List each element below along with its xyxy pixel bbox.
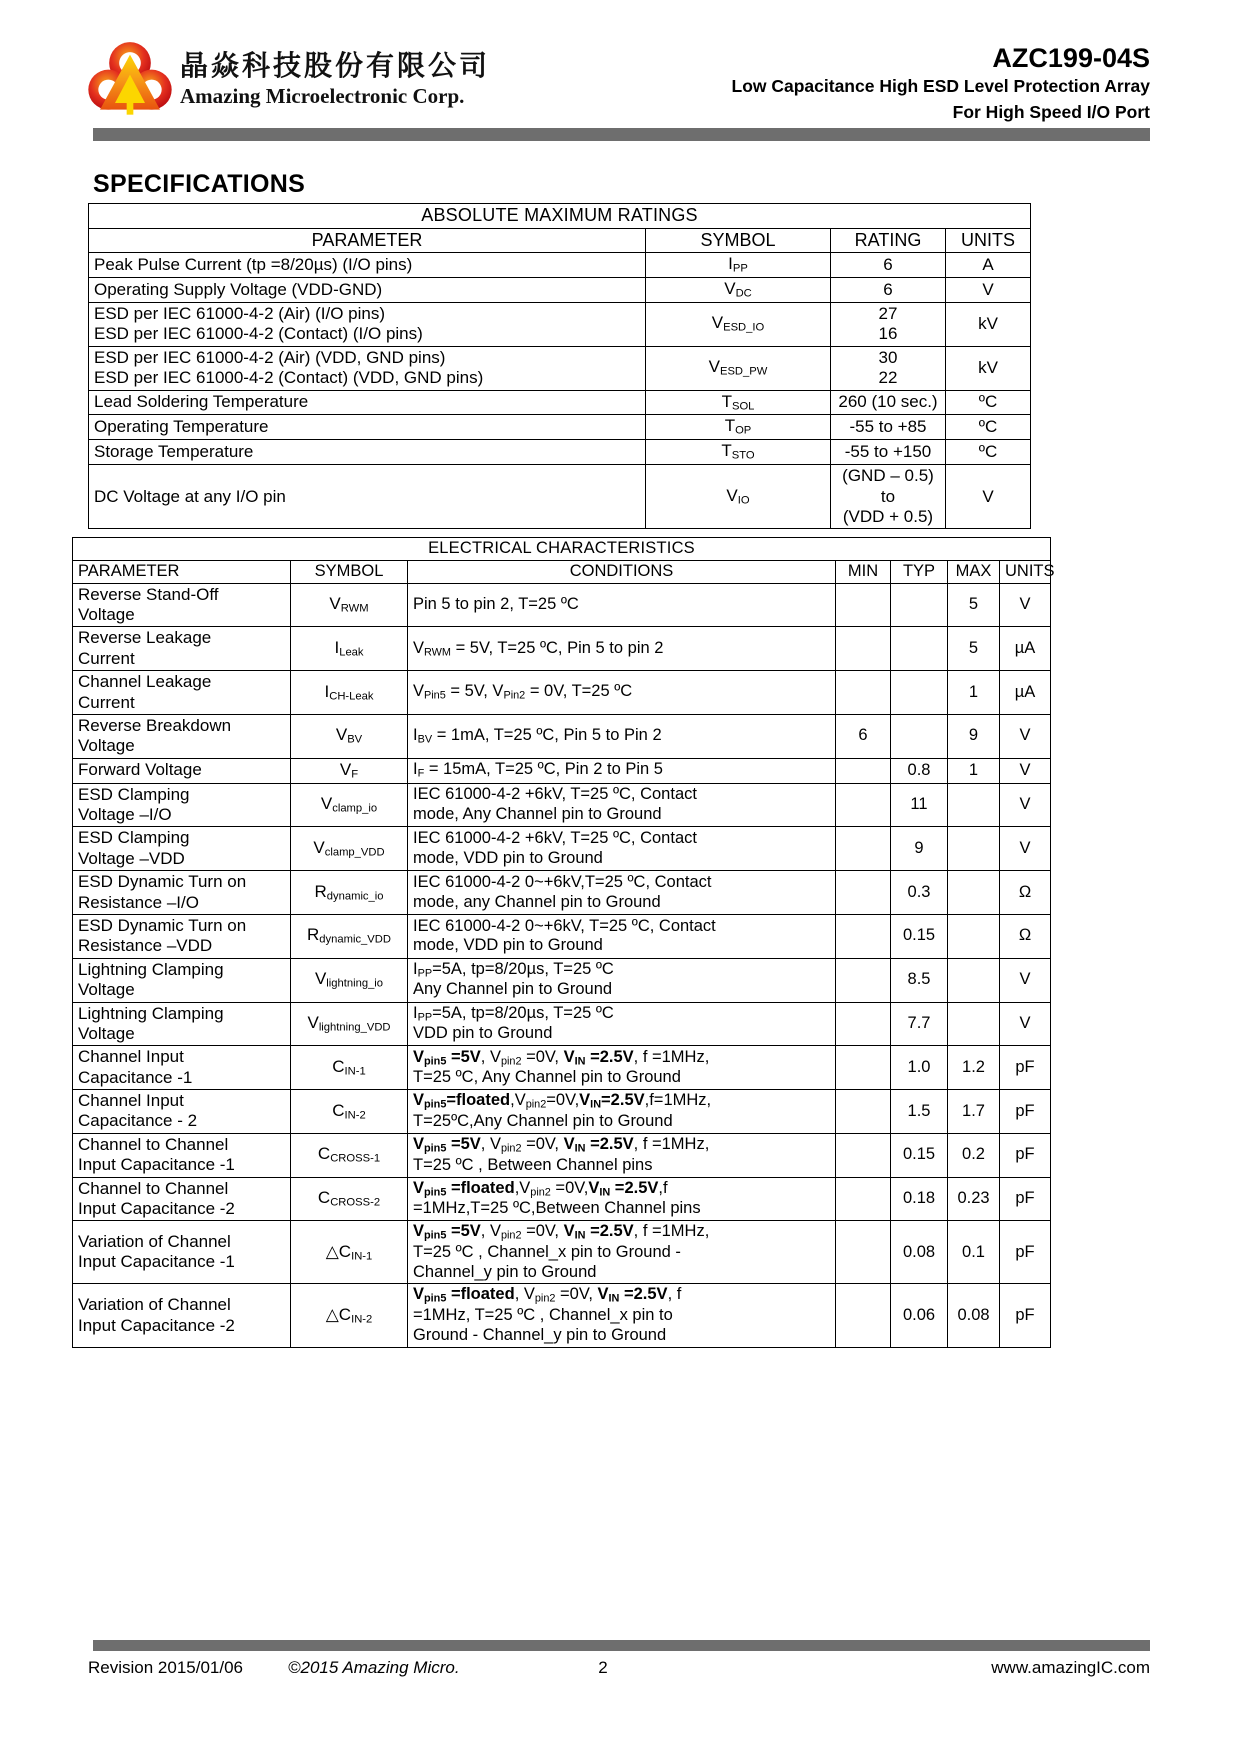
ec-conditions: Pin 5 to pin 2, T=25 ºC bbox=[408, 583, 836, 627]
ec-column-header-5: MAX bbox=[948, 560, 1000, 583]
ec-conditions: IEC 61000-4-2 0~+6kV,T=25 ºC, Contact mode, any Channel pin to Ground bbox=[408, 871, 836, 915]
ec-symbol: $C_{CROSS-2}$ bbox=[291, 1177, 408, 1221]
ec-parameter: Variation of Channel Input Capacitance -2 bbox=[73, 1284, 291, 1347]
ec-typ: 0.3 bbox=[891, 871, 948, 915]
ec-symbol: $I_{CH-Leak}$ bbox=[291, 671, 408, 715]
ec-symbol: $V_{RWM}$ bbox=[291, 583, 408, 627]
amr-units: V bbox=[946, 278, 1031, 303]
ec-typ: 0.8 bbox=[891, 758, 948, 783]
table-title-row bbox=[89, 204, 1031, 229]
amr-units: ºC bbox=[946, 390, 1031, 415]
ec-max bbox=[948, 783, 1000, 827]
ec-parameter: Reverse Breakdown Voltage bbox=[73, 714, 291, 758]
ec-symbol: $\triangle C_{IN-2}$ bbox=[291, 1284, 408, 1347]
ec-min bbox=[836, 914, 891, 958]
table-row bbox=[73, 914, 1051, 958]
ec-units: V bbox=[1000, 1002, 1051, 1046]
ec-parameter: Channel Input Capacitance -1 bbox=[73, 1046, 291, 1090]
ec-max: 1.7 bbox=[948, 1090, 1000, 1134]
table-row bbox=[73, 827, 1051, 871]
amr-symbol: $V_{ESD\_IO}$ bbox=[646, 303, 831, 347]
amr-rating: 27 16 bbox=[831, 303, 946, 347]
ec-typ: 0.15 bbox=[891, 914, 948, 958]
ec-symbol: $C_{IN-1}$ bbox=[291, 1046, 408, 1090]
ec-min bbox=[836, 871, 891, 915]
amr-column-header-3: UNITS bbox=[946, 228, 1031, 253]
table-header-row bbox=[89, 228, 1031, 253]
amr-rating: (GND – 0.5) to (VDD + 0.5) bbox=[831, 465, 946, 529]
table-row bbox=[73, 871, 1051, 915]
table-row bbox=[73, 1284, 1051, 1347]
ec-parameter: Channel Leakage Current bbox=[73, 671, 291, 715]
amr-symbol: $T_{SOL}$ bbox=[646, 390, 831, 415]
amr-units: kV bbox=[946, 303, 1031, 347]
ec-min bbox=[836, 827, 891, 871]
company-name-en: Amazing Microelectronic Corp. bbox=[180, 83, 465, 108]
ec-max: 1 bbox=[948, 671, 1000, 715]
table-row bbox=[73, 583, 1051, 627]
ec-min bbox=[836, 1177, 891, 1221]
amr-symbol: $V_{IO}$ bbox=[646, 465, 831, 529]
amr-units: ºC bbox=[946, 415, 1031, 440]
ec-conditions: $V_{Pin5} = 5V$, $V_{Pin2} = 0V$, T=25 ºC bbox=[408, 671, 836, 715]
table-row bbox=[89, 465, 1031, 529]
ec-symbol: $C_{CROSS-1}$ bbox=[291, 1133, 408, 1177]
ec-max: 0.23 bbox=[948, 1177, 1000, 1221]
amr-parameter: Peak Pulse Current (tp =8/20µs) (I/O pins) bbox=[89, 253, 646, 278]
ec-symbol: $V_F$ bbox=[291, 758, 408, 783]
amr-parameter: ESD per IEC 61000-4-2 (Air) (I/O pins) ESD per IEC 61000-4-2 (Contact) (I/O pins) bbox=[89, 303, 646, 347]
page-title: SPECIFICATIONS bbox=[93, 170, 306, 198]
ec-parameter: Variation of Channel Input Capacitance -1 bbox=[73, 1221, 291, 1284]
ec-typ: 1.0 bbox=[891, 1046, 948, 1090]
amr-parameter: Operating Supply Voltage (VDD-GND) bbox=[89, 278, 646, 303]
ec-min bbox=[836, 1221, 891, 1284]
ec-max: 5 bbox=[948, 627, 1000, 671]
ec-units: V bbox=[1000, 783, 1051, 827]
ec-min bbox=[836, 583, 891, 627]
ec-parameter: ESD Dynamic Turn on Resistance –VDD bbox=[73, 914, 291, 958]
ec-parameter: Forward Voltage bbox=[73, 758, 291, 783]
document-title-block bbox=[732, 38, 1151, 125]
table-row bbox=[73, 1221, 1051, 1284]
ec-parameter: Lightning Clamping Voltage bbox=[73, 958, 291, 1002]
ec-parameter: Channel to Channel Input Capacitance -1 bbox=[73, 1133, 291, 1177]
ec-parameter: ESD Dynamic Turn on Resistance –I/O bbox=[73, 871, 291, 915]
ec-typ: 8.5 bbox=[891, 958, 948, 1002]
ec-conditions: $V_{RWM} = 5V$, T=25 ºC, Pin 5 to pin 2 bbox=[408, 627, 836, 671]
ec-typ: 9 bbox=[891, 827, 948, 871]
ec-units: V bbox=[1000, 758, 1051, 783]
ec-symbol: $R_{dynamic\_io}$ bbox=[291, 871, 408, 915]
ec-min bbox=[836, 1046, 891, 1090]
table-title-row bbox=[73, 538, 1051, 561]
ec-parameter: Reverse Leakage Current bbox=[73, 627, 291, 671]
table-row bbox=[73, 1133, 1051, 1177]
ec-conditions: $I_{BV} = 1mA$, T=25 ºC, Pin 5 to Pin 2 bbox=[408, 714, 836, 758]
ec-max: 0.1 bbox=[948, 1221, 1000, 1284]
table-row bbox=[73, 627, 1051, 671]
ec-min bbox=[836, 671, 891, 715]
amr-parameter: Storage Temperature bbox=[89, 440, 646, 465]
amr-rating: 6 bbox=[831, 253, 946, 278]
ec-symbol: $\triangle C_{IN-1}$ bbox=[291, 1221, 408, 1284]
ec-parameter: ESD Clamping Voltage –VDD bbox=[73, 827, 291, 871]
company-logo bbox=[88, 38, 490, 118]
ec-parameter: Channel Input Capacitance - 2 bbox=[73, 1090, 291, 1134]
table-row bbox=[89, 303, 1031, 347]
table-row bbox=[73, 783, 1051, 827]
ec-min bbox=[836, 1090, 891, 1134]
ec-max bbox=[948, 914, 1000, 958]
ec-units: pF bbox=[1000, 1133, 1051, 1177]
ec-max: 0.2 bbox=[948, 1133, 1000, 1177]
ec-units: pF bbox=[1000, 1046, 1051, 1090]
ec-min bbox=[836, 627, 891, 671]
header-divider bbox=[88, 128, 1150, 141]
ec-column-header-1: SYMBOL bbox=[291, 560, 408, 583]
footer-copyright: ©2015 Amazing Micro. bbox=[288, 1658, 460, 1677]
amr-units: A bbox=[946, 253, 1031, 278]
ec-typ bbox=[891, 714, 948, 758]
ec-symbol: $V_{lightning\_io}$ bbox=[291, 958, 408, 1002]
ec-units: V bbox=[1000, 958, 1051, 1002]
ec-column-header-3: MIN bbox=[836, 560, 891, 583]
ec-max: 0.08 bbox=[948, 1284, 1000, 1347]
ec-units: Ω bbox=[1000, 871, 1051, 915]
ec-symbol: $V_{BV}$ bbox=[291, 714, 408, 758]
ec-symbol: $V_{clamp\_io}$ bbox=[291, 783, 408, 827]
table-row bbox=[73, 1046, 1051, 1090]
ec-conditions: $V_{pin5}$ =floated, $V_{pin2} =0V$, $V_{IN} =2.5V$, f =1MHz, T=25 ºC , Channel_x pin to Ground - Channel_y pin to Ground bbox=[408, 1284, 836, 1347]
ec-units: pF bbox=[1000, 1177, 1051, 1221]
electrical-characteristics-table bbox=[72, 537, 1055, 1348]
amr-symbol: $T_{STO}$ bbox=[646, 440, 831, 465]
table-row bbox=[73, 714, 1051, 758]
ec-units: pF bbox=[1000, 1090, 1051, 1134]
absolute-maximum-ratings-title: ABSOLUTE MAXIMUM RATINGS bbox=[89, 204, 1031, 229]
ec-column-header-2: CONDITIONS bbox=[408, 560, 836, 583]
ec-max bbox=[948, 827, 1000, 871]
amr-symbol: $T_{OP}$ bbox=[646, 415, 831, 440]
table-header-row bbox=[73, 560, 1051, 583]
amr-symbol: $V_{DC}$ bbox=[646, 278, 831, 303]
ec-min bbox=[836, 758, 891, 783]
amr-rating: -55 to +150 bbox=[831, 440, 946, 465]
amr-column-header-0: PARAMETER bbox=[89, 228, 646, 253]
ec-conditions: $V_{pin5} =5V$, $V_{pin2} =0V$, $V_{IN} =2.5V$, f =1MHz, T=25 ºC , Between Channel pins bbox=[408, 1133, 836, 1177]
ec-max: 1.2 bbox=[948, 1046, 1000, 1090]
table-row bbox=[89, 390, 1031, 415]
ec-typ bbox=[891, 671, 948, 715]
amr-symbol: $I_{PP}$ bbox=[646, 253, 831, 278]
ec-column-header-0: PARAMETER bbox=[73, 560, 291, 583]
ec-typ: 7.7 bbox=[891, 1002, 948, 1046]
ec-conditions: $I_F = 15mA$, T=25 ºC, Pin 2 to Pin 5 bbox=[408, 758, 836, 783]
amr-units: V bbox=[946, 465, 1031, 529]
ec-conditions: $I_{PP}=5A$, tp=8/20µs, T=25 ºC Any Channel pin to Ground bbox=[408, 958, 836, 1002]
ec-units: V bbox=[1000, 827, 1051, 871]
amr-column-header-2: RATING bbox=[831, 228, 946, 253]
ec-max: 1 bbox=[948, 758, 1000, 783]
ec-max: 5 bbox=[948, 583, 1000, 627]
amr-rating: 260 (10 sec.) bbox=[831, 390, 946, 415]
table-row bbox=[73, 958, 1051, 1002]
ec-column-header-6: UNITS bbox=[1000, 560, 1051, 583]
ec-typ bbox=[891, 583, 948, 627]
ec-parameter: Reverse Stand-Off Voltage bbox=[73, 583, 291, 627]
ec-typ: 11 bbox=[891, 783, 948, 827]
amr-rating: -55 to +85 bbox=[831, 415, 946, 440]
ec-min bbox=[836, 783, 891, 827]
page-footer bbox=[88, 1658, 1150, 1678]
document-subtitle-line2: For High Speed I/O Port bbox=[952, 101, 1150, 122]
ec-conditions: IEC 61000-4-2 0~+6kV, T=25 ºC, Contact mode, VDD pin to Ground bbox=[408, 914, 836, 958]
ec-max: 9 bbox=[948, 714, 1000, 758]
table-row bbox=[89, 440, 1031, 465]
ec-conditions: IEC 61000-4-2 +6kV, T=25 ºC, Contact mode, Any Channel pin to Ground bbox=[408, 783, 836, 827]
amr-units: kV bbox=[946, 346, 1031, 390]
amr-rating: 30 22 bbox=[831, 346, 946, 390]
ec-max bbox=[948, 1002, 1000, 1046]
ec-parameter: Channel to Channel Input Capacitance -2 bbox=[73, 1177, 291, 1221]
footer-website[interactable]: www.amazingIC.com bbox=[991, 1658, 1150, 1677]
part-number: AZC199-04S bbox=[992, 43, 1150, 73]
ec-units: pF bbox=[1000, 1284, 1051, 1347]
table-row bbox=[73, 1177, 1051, 1221]
table-row bbox=[73, 671, 1051, 715]
absolute-maximum-ratings-table bbox=[88, 203, 1031, 529]
amr-parameter: DC Voltage at any I/O pin bbox=[89, 465, 646, 529]
amr-parameter: Lead Soldering Temperature bbox=[89, 390, 646, 415]
ec-min bbox=[836, 1133, 891, 1177]
table-row bbox=[89, 346, 1031, 390]
amazing-micro-logo-icon bbox=[88, 38, 172, 118]
ec-parameter: Lightning Clamping Voltage bbox=[73, 1002, 291, 1046]
electrical-characteristics-title: ELECTRICAL CHARACTERISTICS bbox=[73, 538, 1051, 561]
ec-typ: 0.06 bbox=[891, 1284, 948, 1347]
ec-conditions: $V_{pin5}=floated,V_{pin2}=0V,V_{IN}=2.5V,f=1MHz$, T=25ºC,Any Channel pin to Ground bbox=[408, 1090, 836, 1134]
ec-typ: 0.08 bbox=[891, 1221, 948, 1284]
ec-min bbox=[836, 958, 891, 1002]
ec-max bbox=[948, 958, 1000, 1002]
ec-conditions: $I_{PP}=5A$, tp=8/20µs, T=25 ºC VDD pin to Ground bbox=[408, 1002, 836, 1046]
ec-symbol: $V_{lightning\_VDD}$ bbox=[291, 1002, 408, 1046]
ec-units: V bbox=[1000, 714, 1051, 758]
ec-min bbox=[836, 1284, 891, 1347]
amr-parameter: Operating Temperature bbox=[89, 415, 646, 440]
table-row bbox=[73, 758, 1051, 783]
table-row bbox=[89, 278, 1031, 303]
ec-typ bbox=[891, 627, 948, 671]
ec-min bbox=[836, 1002, 891, 1046]
ec-units: V bbox=[1000, 583, 1051, 627]
ec-units: µA bbox=[1000, 671, 1051, 715]
amr-units: ºC bbox=[946, 440, 1031, 465]
ec-units: pF bbox=[1000, 1221, 1051, 1284]
ec-symbol: $I_{Leak}$ bbox=[291, 627, 408, 671]
footer-divider bbox=[88, 1640, 1150, 1651]
ec-typ: 1.5 bbox=[891, 1090, 948, 1134]
amr-parameter: ESD per IEC 61000-4-2 (Air) (VDD, GND pins) ESD per IEC 61000-4-2 (Contact) (VDD, GND pins) bbox=[89, 346, 646, 390]
ec-conditions: $V_{pin5} =5V$, $V_{pin2} =0V$, $V_{IN} =2.5V$, f =1MHz, T=25 ºC , Channel_x pin to Ground - Channel_y pin to Ground bbox=[408, 1221, 836, 1284]
page-header bbox=[88, 38, 1150, 128]
amr-symbol: $V_{ESD\_PW}$ bbox=[646, 346, 831, 390]
table-row bbox=[73, 1002, 1051, 1046]
ec-parameter: ESD Clamping Voltage –I/O bbox=[73, 783, 291, 827]
ec-symbol: $V_{clamp\_VDD}$ bbox=[291, 827, 408, 871]
ec-units: µA bbox=[1000, 627, 1051, 671]
ec-units: Ω bbox=[1000, 914, 1051, 958]
ec-conditions: $V_{pin5} =5V$, $V_{pin2} =0V$, $V_{IN} =2.5V$, f =1MHz, T=25 ºC, Any Channel pin to Ground bbox=[408, 1046, 836, 1090]
amr-column-header-1: SYMBOL bbox=[646, 228, 831, 253]
document-subtitle-line1: Low Capacitance High ESD Level Protection Array bbox=[731, 76, 1150, 97]
amr-rating: 6 bbox=[831, 278, 946, 303]
table-row bbox=[89, 253, 1031, 278]
table-row bbox=[89, 415, 1031, 440]
ec-conditions: IEC 61000-4-2 +6kV, T=25 ºC, Contact mode, VDD pin to Ground bbox=[408, 827, 836, 871]
footer-page-number: 2 bbox=[598, 1658, 608, 1677]
ec-max bbox=[948, 871, 1000, 915]
ec-column-header-4: TYP bbox=[891, 560, 948, 583]
table-row bbox=[73, 1090, 1051, 1134]
ec-symbol: $R_{dynamic\_VDD}$ bbox=[291, 914, 408, 958]
footer-revision: Revision 2015/01/06 bbox=[88, 1658, 244, 1677]
ec-symbol: $C_{IN-2}$ bbox=[291, 1090, 408, 1134]
ec-min: 6 bbox=[836, 714, 891, 758]
ec-typ: 0.18 bbox=[891, 1177, 948, 1221]
ec-typ: 0.15 bbox=[891, 1133, 948, 1177]
company-name-cn: 晶焱科技股份有限公司 bbox=[180, 48, 491, 82]
ec-conditions: $V_{pin5}$ $=floated,V_{pin2} =0V,V_{IN} =2.5V,f$ =1MHz,T=25 ºC,Between Channel pins bbox=[408, 1177, 836, 1221]
